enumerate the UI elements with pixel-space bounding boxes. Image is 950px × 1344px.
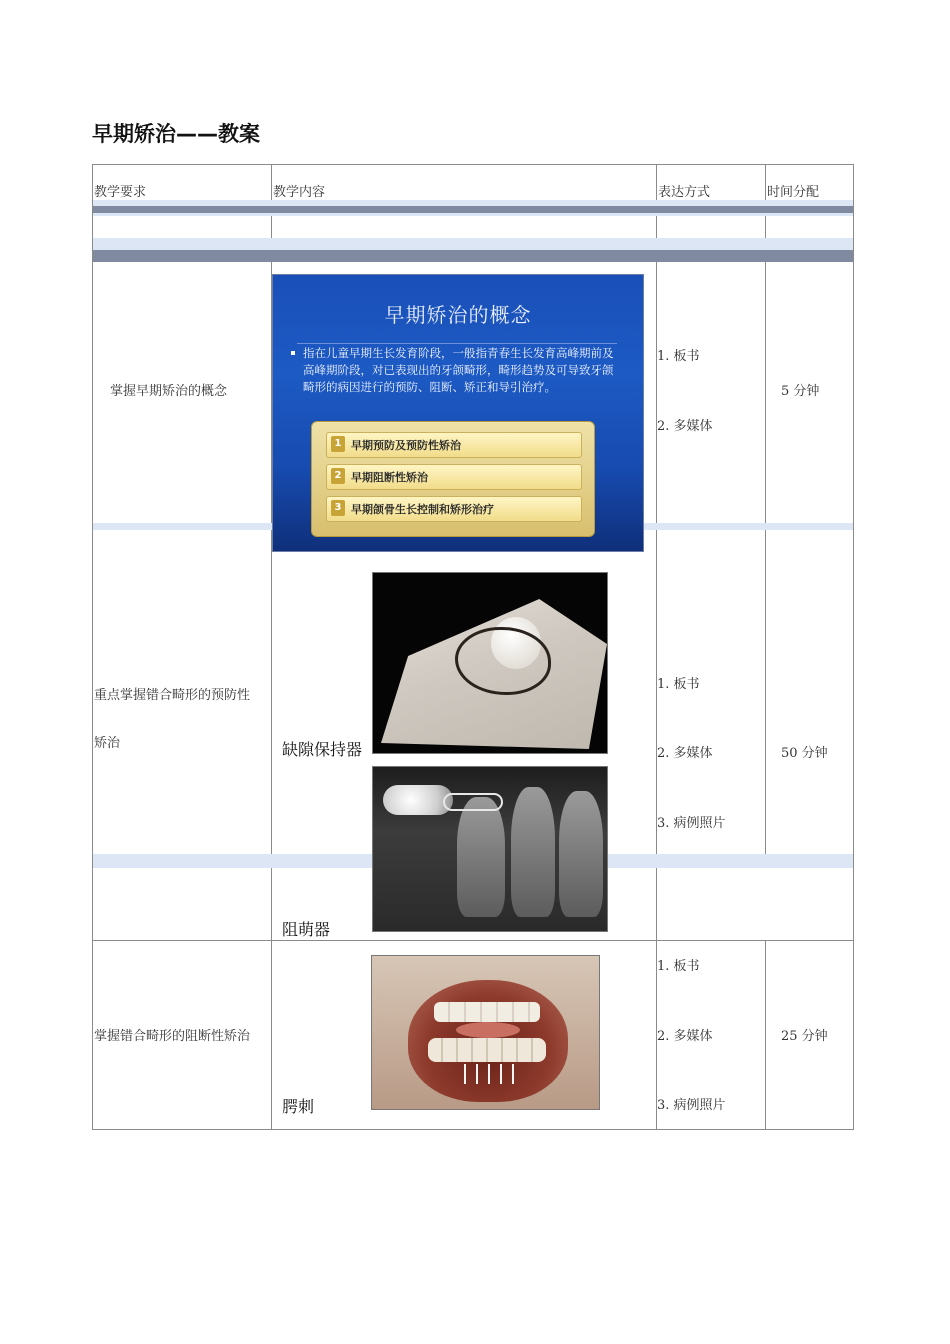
slide-item-text: 早期预防及预防性矫治 xyxy=(351,439,461,452)
row2-method-2: 2. 多媒体 xyxy=(657,746,713,761)
table-border-right xyxy=(853,164,854,1130)
slide-item-panel xyxy=(311,421,595,537)
slide-item xyxy=(326,496,582,522)
tongue xyxy=(456,1022,520,1038)
slide-body-text: 指在儿童早期生长发育阶段，一般指青春生长发育高峰期前及高峰期阶段，对已表现出的牙颌畸形，畸形趋势及可导致牙颌畸形的病因进行的预防、阻断、矫正和导引治疗。 xyxy=(303,346,614,394)
caption-palatal-spur: 腭刺 xyxy=(282,1097,315,1116)
slide-body xyxy=(291,345,621,396)
row3-requirement: 掌握错合畸形的阻断性矫治 xyxy=(94,1029,251,1044)
row2-method-3: 3. 病例照片 xyxy=(657,816,726,831)
row2-method-1: 1. 板书 xyxy=(657,677,700,692)
row1-requirement: 掌握早期矫治的概念 xyxy=(110,384,228,399)
row3-method-3: 3. 病例照片 xyxy=(657,1098,726,1113)
header-band xyxy=(93,250,853,262)
eruption-guide-xray-photo xyxy=(372,766,608,932)
slide-item-text: 早期阻断性矫治 xyxy=(351,471,428,484)
slide-item xyxy=(326,464,582,490)
row1-method-1: 1. 板书 xyxy=(657,349,700,364)
slide-item-number: 1 xyxy=(331,436,345,452)
column-divider xyxy=(656,164,657,1130)
row-separator xyxy=(92,940,854,941)
upper-teeth xyxy=(434,1002,540,1022)
table-border-bottom xyxy=(92,1129,854,1130)
palatal-spur-photo xyxy=(371,955,600,1110)
header-band xyxy=(93,213,853,216)
header-band xyxy=(93,206,853,213)
slide-title: 早期矫治的概念 xyxy=(384,303,532,327)
xray-tooth xyxy=(511,787,555,917)
row2-time: 50 分钟 xyxy=(781,746,828,761)
header-requirement: 教学要求 xyxy=(94,185,147,200)
header-method: 表达方式 xyxy=(658,185,711,200)
xray-tooth xyxy=(559,791,603,917)
slide-item xyxy=(326,432,582,458)
row1-time: 5 分钟 xyxy=(781,384,820,399)
cell-gap xyxy=(657,868,853,940)
column-divider xyxy=(765,164,766,1130)
page-title: 早期矫治——教案 xyxy=(92,122,260,146)
bullet-icon xyxy=(291,351,295,355)
slide-divider xyxy=(297,343,617,344)
lower-teeth xyxy=(428,1038,546,1062)
wire-loop xyxy=(455,627,551,695)
row3-time: 25 分钟 xyxy=(781,1029,828,1044)
caption-eruption-guide: 阻萌器 xyxy=(282,920,331,939)
slide-item-text: 早期颌骨生长控制和矫形治疗 xyxy=(351,503,494,516)
table-border-top xyxy=(92,164,854,165)
row3-method-1: 1. 板书 xyxy=(657,959,700,974)
slide-item-number: 3 xyxy=(331,500,345,516)
row2-requirement-line1: 重点掌握错合畸形的预防性 xyxy=(94,688,251,703)
slide-item-number: 2 xyxy=(331,468,345,484)
palatal-spurs xyxy=(464,1064,514,1084)
appliance-loop xyxy=(443,793,503,811)
concept-slide-image xyxy=(272,274,644,552)
cell-gap xyxy=(93,868,271,940)
space-maintainer-photo xyxy=(372,572,608,754)
xray-tooth xyxy=(457,797,505,917)
header-band xyxy=(93,238,853,250)
row2-requirement-line2: 矫治 xyxy=(94,736,121,751)
table-border-left xyxy=(92,164,93,1130)
header-content: 教学内容 xyxy=(273,185,326,200)
header-time: 时间分配 xyxy=(767,185,820,200)
row1-method-2: 2. 多媒体 xyxy=(657,419,713,434)
caption-space-maintainer: 缺隙保持器 xyxy=(282,740,363,759)
row3-method-2: 2. 多媒体 xyxy=(657,1029,713,1044)
